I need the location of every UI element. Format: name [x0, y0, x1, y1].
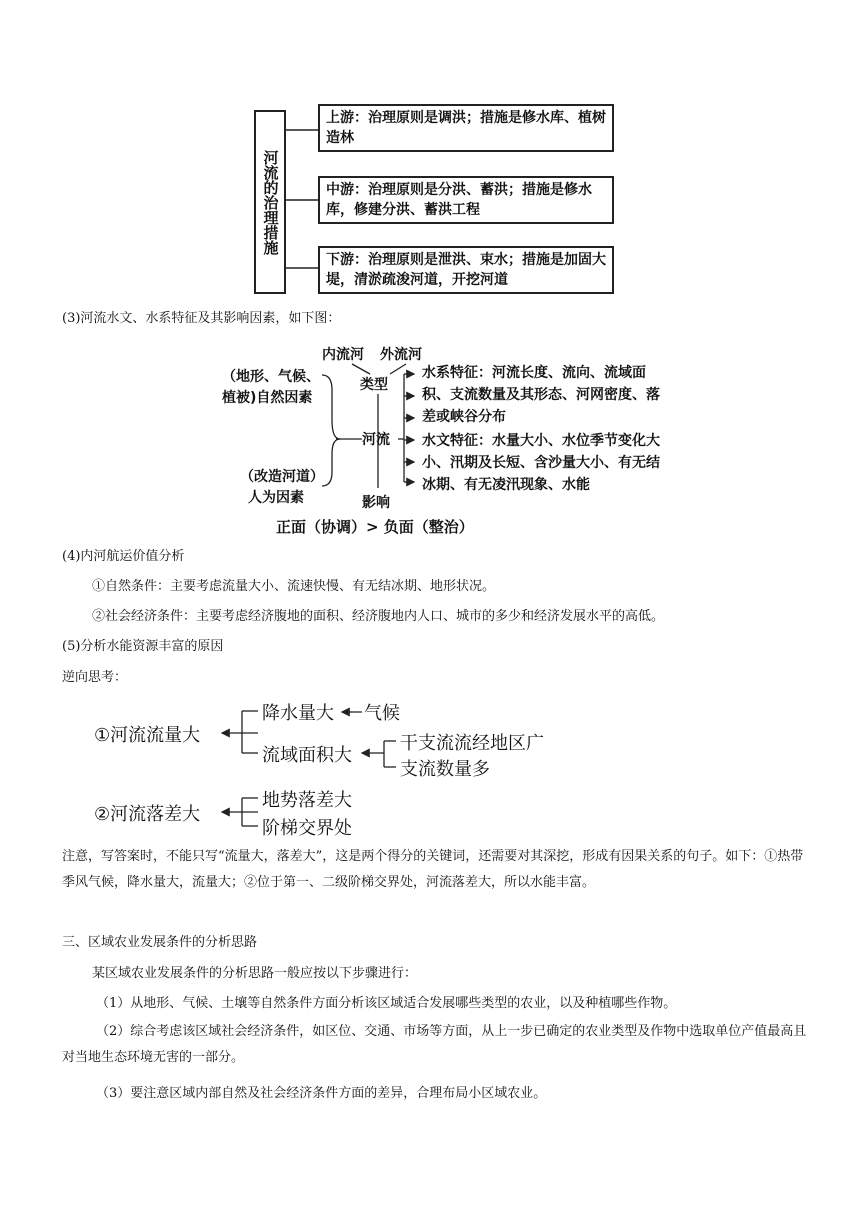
- reason-drop-large: ②河流落差大: [94, 804, 201, 825]
- outer-river-label: 外流河: [380, 347, 422, 363]
- midstream-box: 中游：治理原则是分洪、蓄洪；措施是修水库，修建分洪、蓄洪工程: [318, 176, 614, 224]
- reason-precipitation-large: 降水量大: [262, 703, 334, 724]
- section3-heading: (3)河流水文、水系特征及其影响因素，如下图：: [62, 311, 341, 326]
- part3-step3: （3）要注意区域内部自然及社会经济条件方面的差异，合理布局小区域农业。: [96, 1086, 547, 1101]
- upstream-box: 上游：治理原则是调洪；措施是修水库、植树造林: [318, 104, 614, 152]
- part3-intro: 某区域农业发展条件的分析思路一般应按以下步骤进行：: [92, 966, 418, 981]
- section4-heading: (4)内河航运价值分析: [62, 549, 185, 564]
- river-center-label: 河流: [362, 432, 390, 448]
- reason-trunk-wide: 干支流流经地区广: [400, 733, 544, 754]
- downstream-box: 下游：治理原则是泄洪、束水；措施是加固大堤，清淤疏浚河道，开挖河道: [318, 246, 614, 294]
- reason-terrain-drop: 地势落差大: [262, 790, 352, 811]
- water-system-features: 水系特征：河流长度、流向、流域面积、支流数量及其形态、河网密度、落差或峡谷分布: [422, 365, 660, 425]
- reason-flow-large: ①河流流量大: [94, 725, 201, 746]
- hydrology-features: 水文特征：水量大小、水位季节变化大小、汛期及长短、含沙量大小、有无结冰期、有无凌汛现象、水能: [422, 433, 660, 493]
- section4-item2: ②社会经济条件：主要考虑经济腹地的面积、经济腹地内人口、城市的多少和经济发展水平的高低。: [92, 609, 665, 624]
- reason-step-boundary: 阶梯交界处: [262, 818, 352, 839]
- part3-step2: （2）综合考虑该区域社会经济条件，如区位、交通、市场等方面，从上一步已确定的农业类型及作物中选取单位产值最高且对当地生态环境无害的一部分。: [62, 1024, 807, 1065]
- section4-item1: ①自然条件：主要考虑流量大小、流速快慢、有无结冰期、地形状况。: [92, 579, 496, 594]
- measures-title: 河流的治理措施: [254, 110, 286, 294]
- type-label: 类型: [360, 377, 388, 393]
- human-factor-line2: 人为因素: [248, 490, 304, 506]
- reverse-thinking-label: 逆向思考：: [62, 670, 128, 685]
- inner-river-label: 内流河: [322, 347, 364, 363]
- reason-tributary-many: 支流数量多: [400, 759, 490, 780]
- answer-note: 注意，写答案时，不能只写“流量大，落差大”，这是两个得分的关键词，还需要对其深挖，形成有因果关系的句子。如下：①热带季风气候，降水量大，流量大；②位于第一、二级阶梯交界处，河流落差大，所以水能丰富。: [62, 849, 804, 890]
- influence-outcome: 正面（协调）> 负面（整治）: [276, 518, 474, 536]
- reason-basin-large: 流域面积大: [262, 745, 352, 766]
- part3-step1: （1）从地形、气候、土壤等自然条件方面分析该区域适合发展哪些类型的农业，以及种植哪些作物。: [96, 996, 677, 1011]
- section5-heading: (5)分析水能资源丰富的原因: [62, 639, 224, 654]
- part3-heading: 三、区域农业发展条件的分析思路: [62, 935, 258, 950]
- influence-label: 影响: [362, 495, 390, 511]
- reason-climate: 气候: [364, 703, 400, 724]
- human-factor-line1: （改造河道）: [240, 469, 324, 485]
- natural-factor-line1: （地形、气候、: [222, 369, 320, 385]
- natural-factor-line2: 植被)自然因素: [222, 390, 313, 406]
